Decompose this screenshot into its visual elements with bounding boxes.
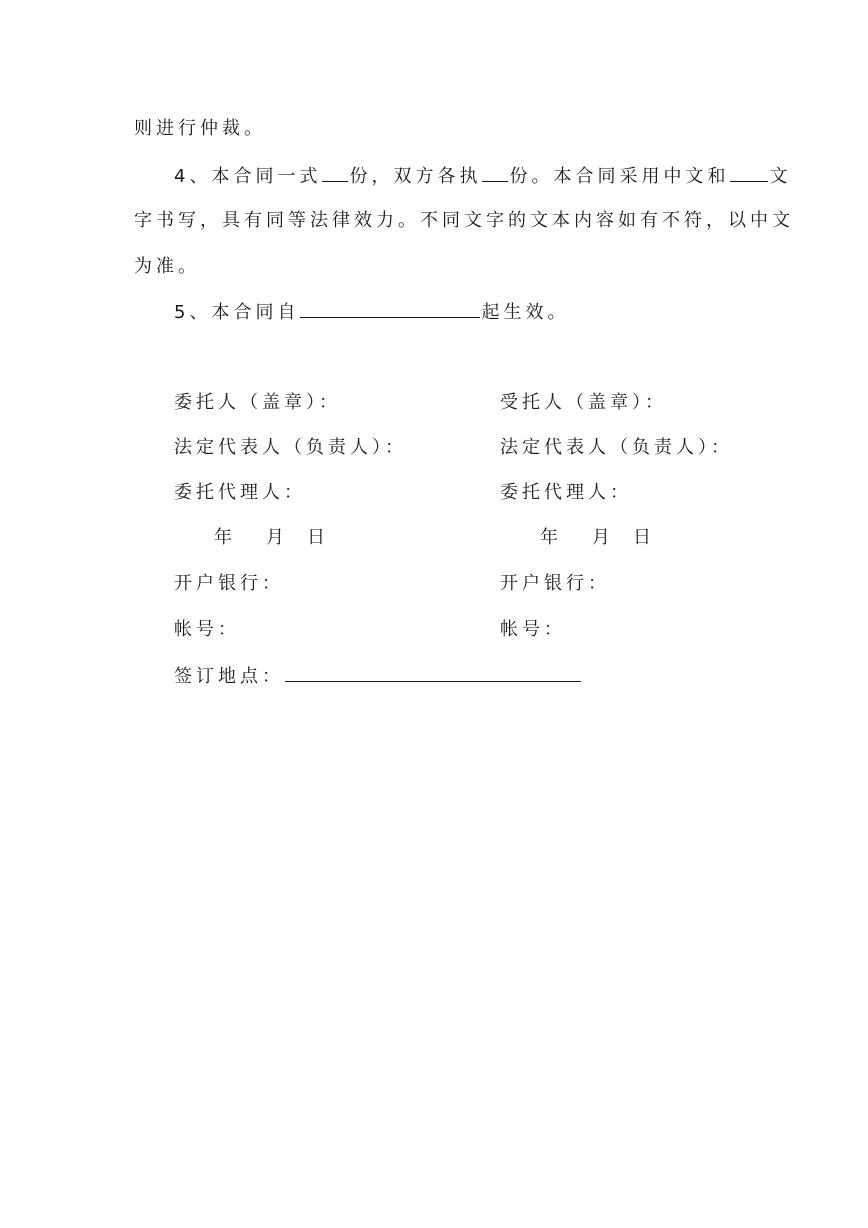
effective-date-blank xyxy=(300,299,480,318)
each-party-copies-blank xyxy=(482,163,508,182)
left-agent-label: 委托代理人： xyxy=(174,482,306,503)
paragraph-line xyxy=(134,117,266,141)
arbitration-text: 则进行仲裁。 xyxy=(134,118,266,139)
right-principal-label: 受托人（盖章）： xyxy=(500,392,667,413)
clause-4-text-part1: 4、本合同一式 xyxy=(174,166,322,187)
clause-4-line-1 xyxy=(174,163,791,189)
right-agent-label: 委托代理人： xyxy=(500,482,632,503)
clause-4-text-part4: 文 xyxy=(769,166,792,187)
clause-4-text-part3: 份。本合同采用中文和 xyxy=(509,166,730,187)
right-account-label: 帐号： xyxy=(500,619,566,640)
language-blank xyxy=(730,163,768,182)
left-date-year: 年 xyxy=(214,527,236,548)
left-date-day: 日 xyxy=(307,527,329,548)
copies-blank xyxy=(322,163,348,182)
signing-place-blank xyxy=(285,663,581,682)
left-bank-label: 开户银行： xyxy=(174,573,284,594)
clause-4-text-line2: 字书写，具有同等法律效力。不同文字的文本内容如有不符，以中文 xyxy=(134,210,794,231)
clause-5-text-part1: 5、本合同自 xyxy=(174,302,300,323)
clause-4-text-part2: 份，双方各执 xyxy=(349,166,482,187)
left-date-month: 月 xyxy=(266,527,288,548)
right-date-month: 月 xyxy=(592,527,614,548)
left-principal-label: 委托人（盖章）： xyxy=(174,392,341,413)
clause-4-line-2 xyxy=(134,209,794,233)
right-date-year: 年 xyxy=(540,527,562,548)
clause-4-line-3 xyxy=(134,255,200,279)
clause-4-text-line3: 为准。 xyxy=(134,256,200,277)
signing-place-label: 签订地点： xyxy=(174,666,284,687)
left-account-label: 帐号： xyxy=(174,619,240,640)
clause-5-text-part2: 起生效。 xyxy=(481,302,570,323)
right-legal-rep-label: 法定代表人（负责人）： xyxy=(500,437,733,458)
left-legal-rep-label: 法定代表人（负责人）： xyxy=(174,437,407,458)
right-bank-label: 开户银行： xyxy=(500,573,610,594)
signing-place-line xyxy=(174,663,582,689)
right-date-day: 日 xyxy=(633,527,655,548)
clause-5-line xyxy=(174,299,569,325)
